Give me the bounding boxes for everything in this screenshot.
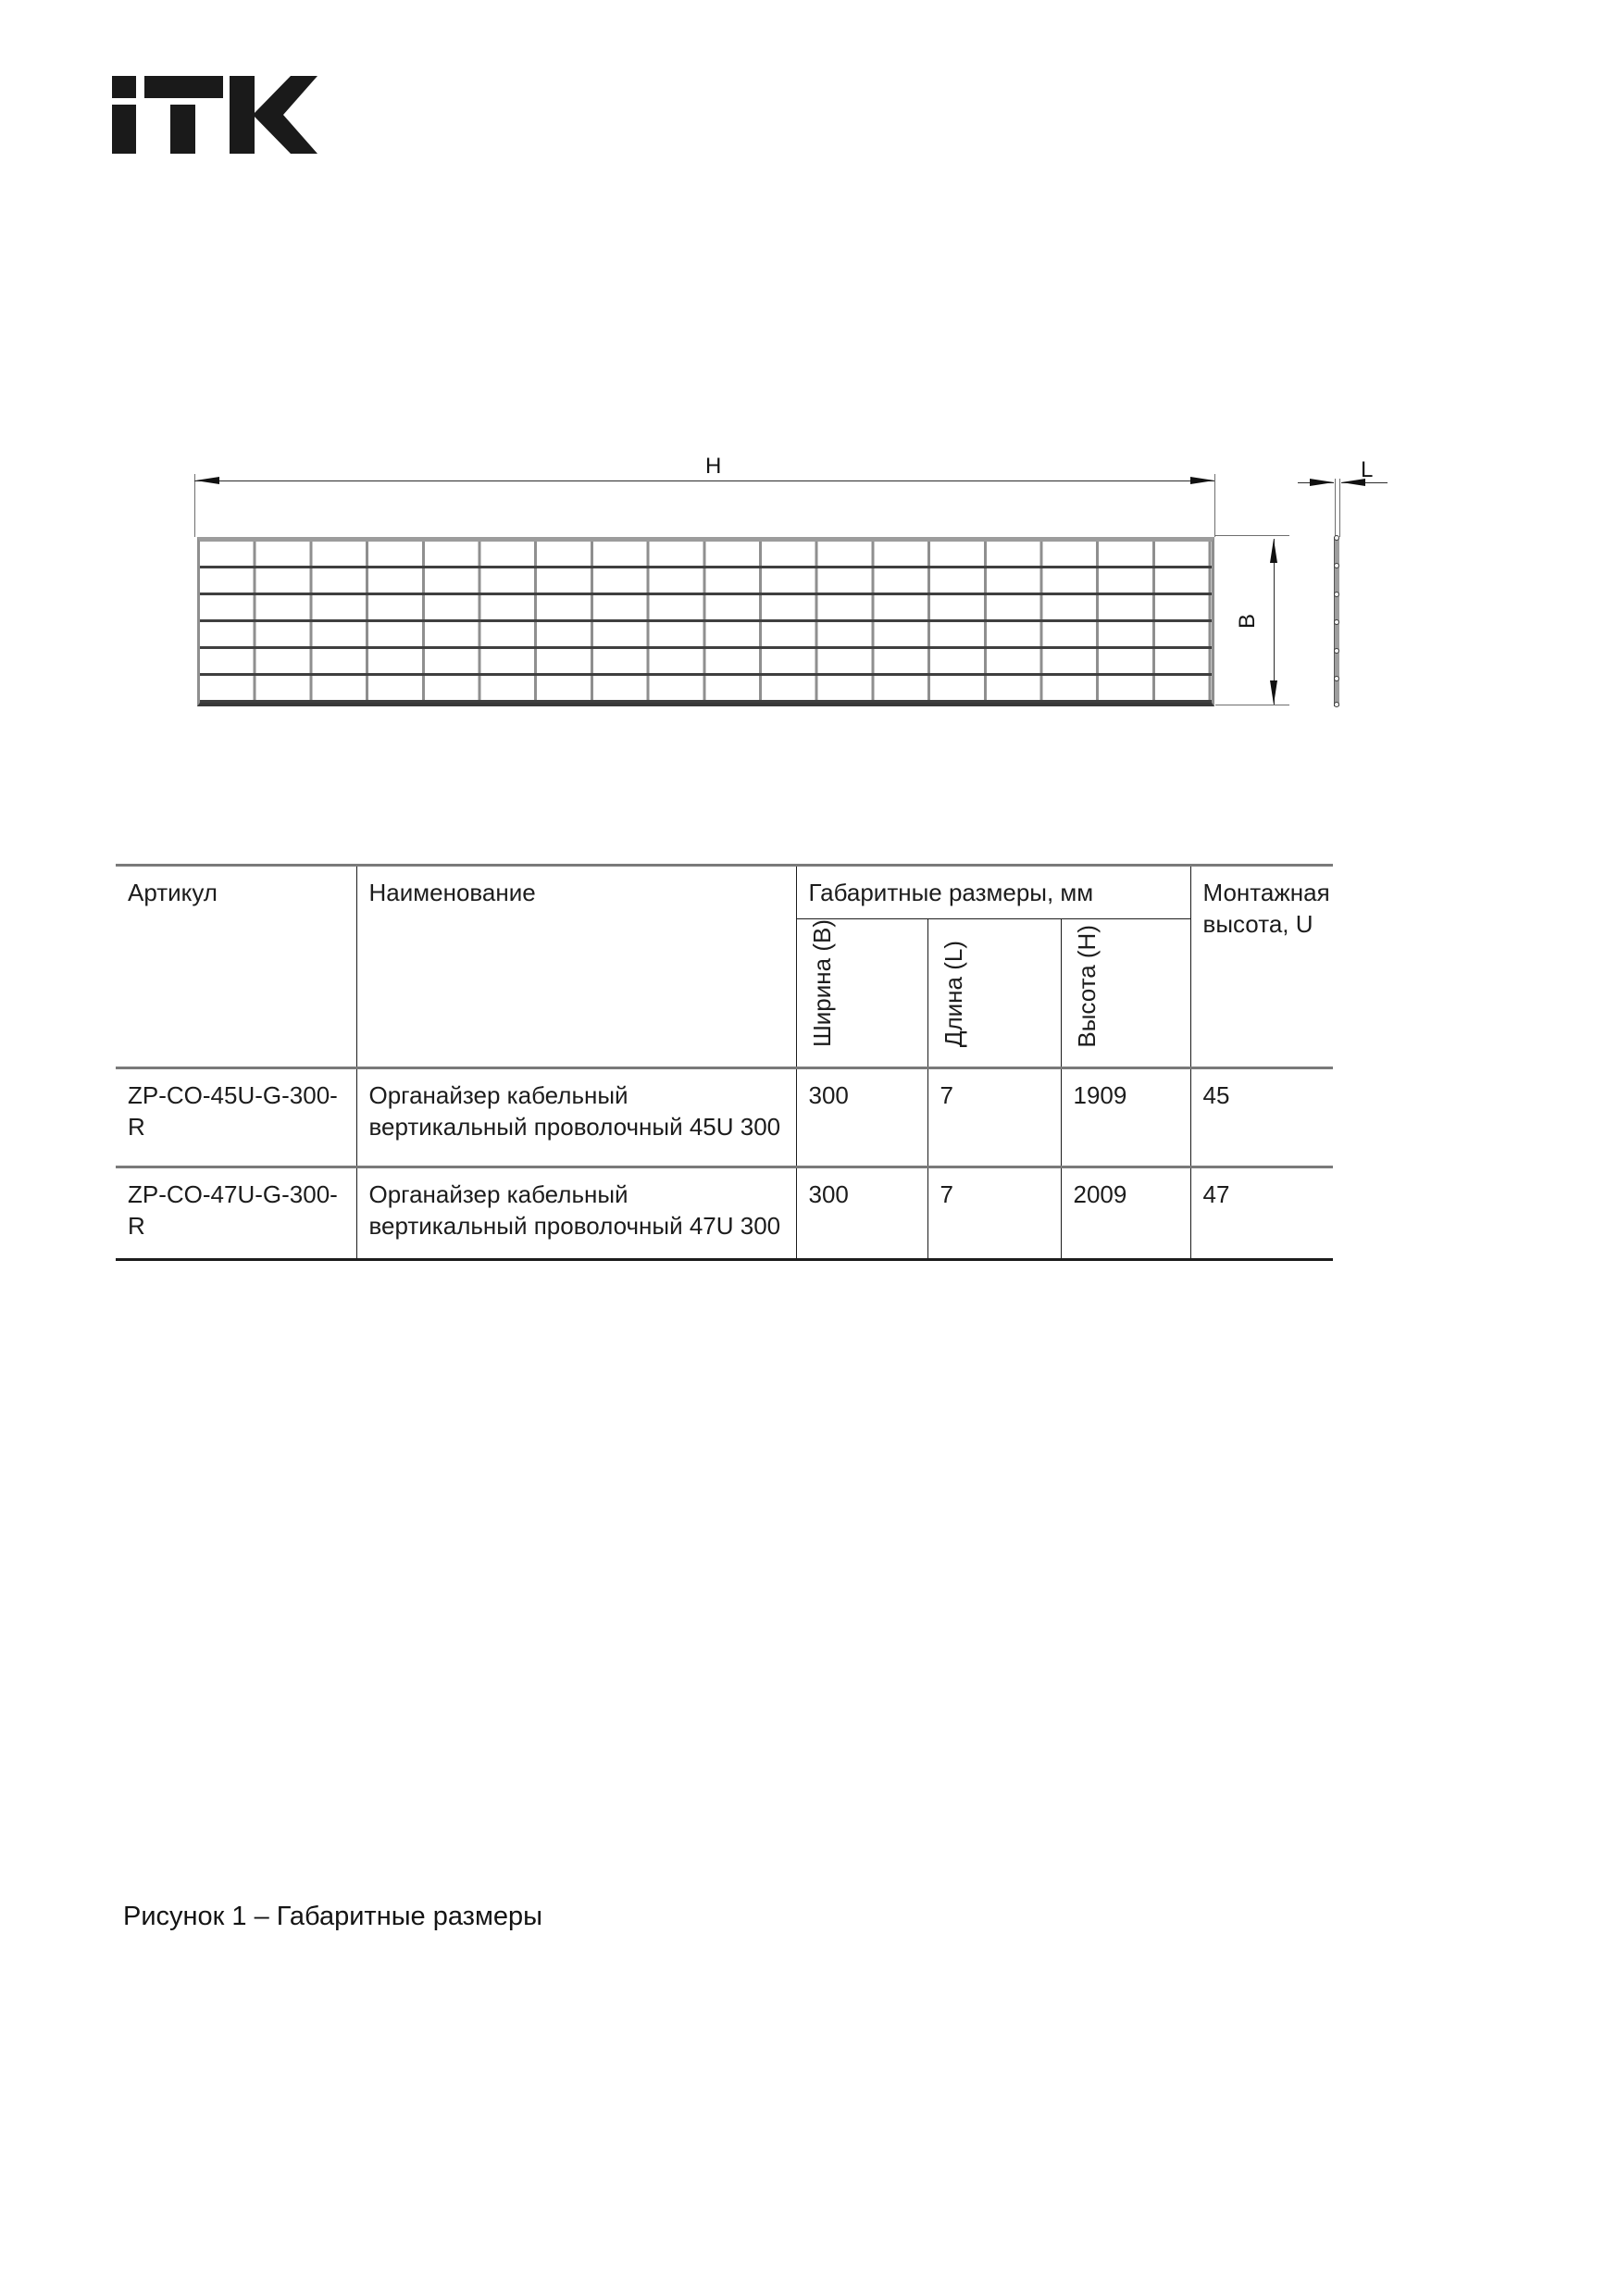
front-view-grid (197, 537, 1214, 706)
figure-caption: Рисунок 1 – Габаритные размеры (123, 1902, 542, 1931)
col-header-mounting-height: Монтажная высота, U (1190, 866, 1333, 1068)
h-extension-line-right (1214, 474, 1215, 537)
itk-logo (111, 76, 318, 154)
l-extension-line-right (1339, 479, 1340, 537)
col-header-height (1061, 919, 1190, 1067)
cell-width: 300 (796, 1067, 927, 1167)
logo-t-stem (170, 105, 195, 154)
rotated-label-height: Высота (Н) (1072, 924, 1101, 1048)
wire-joint-dot (1334, 676, 1339, 681)
table-row (116, 1167, 1333, 1259)
h-arrow-right (1190, 477, 1214, 484)
table-row (116, 1067, 1333, 1167)
logo-i-dot (112, 76, 136, 98)
col-header-article: Артикул (116, 866, 356, 1068)
l-arrow-toward-right (1310, 479, 1334, 486)
b-arrow-up (1270, 539, 1277, 563)
cell-height: 2009 (1061, 1167, 1190, 1259)
rotated-label-width: Ширина (В) (807, 919, 836, 1048)
col-header-length (927, 919, 1061, 1067)
cell-height: 1909 (1061, 1067, 1190, 1167)
cell-article: ZP-CO-45U-G-300-R (116, 1067, 356, 1167)
logo-t-bar (144, 76, 223, 98)
cell-width: 300 (796, 1167, 927, 1259)
wire-joint-dot (1334, 648, 1339, 654)
col-header-name: Наименование (356, 866, 796, 1068)
dim-label-b: B (1235, 613, 1261, 630)
wire-joint-dot (1334, 619, 1339, 625)
cell-length: 7 (927, 1067, 1061, 1167)
logo-k-stem (230, 76, 255, 154)
logo-i-stem (112, 105, 136, 154)
cell-mounting: 45 (1190, 1067, 1333, 1167)
b-arrow-down (1270, 680, 1277, 705)
cell-name: Органайзер кабельный вертикальный проволочный 45U 300 (356, 1067, 796, 1167)
wire-joint-dot (1334, 563, 1339, 568)
wire-joint-dot (1334, 592, 1339, 597)
cell-name: Органайзер кабельный вертикальный проволочный 47U 300 (356, 1167, 796, 1259)
wire-joint-dot (1334, 702, 1339, 707)
cell-article: ZP-CO-47U-G-300-R (116, 1167, 356, 1259)
b-extension-line-top (1215, 535, 1289, 536)
dim-label-l: L (1361, 457, 1374, 482)
rotated-label-length: Длина (L) (939, 941, 967, 1048)
cell-mounting: 47 (1190, 1167, 1333, 1259)
cell-length: 7 (927, 1167, 1061, 1259)
col-header-dimensions-group: Габаритные размеры, мм (796, 866, 1190, 919)
dim-label-h: H (705, 454, 722, 479)
wire-joint-dot (1334, 535, 1339, 541)
spec-table (116, 864, 1333, 1261)
l-extension-line-left (1335, 479, 1336, 537)
h-arrow-left (195, 477, 219, 484)
logo-k-chevron (253, 76, 317, 154)
col-header-width (796, 919, 927, 1067)
h-dimension-line (194, 480, 1214, 481)
